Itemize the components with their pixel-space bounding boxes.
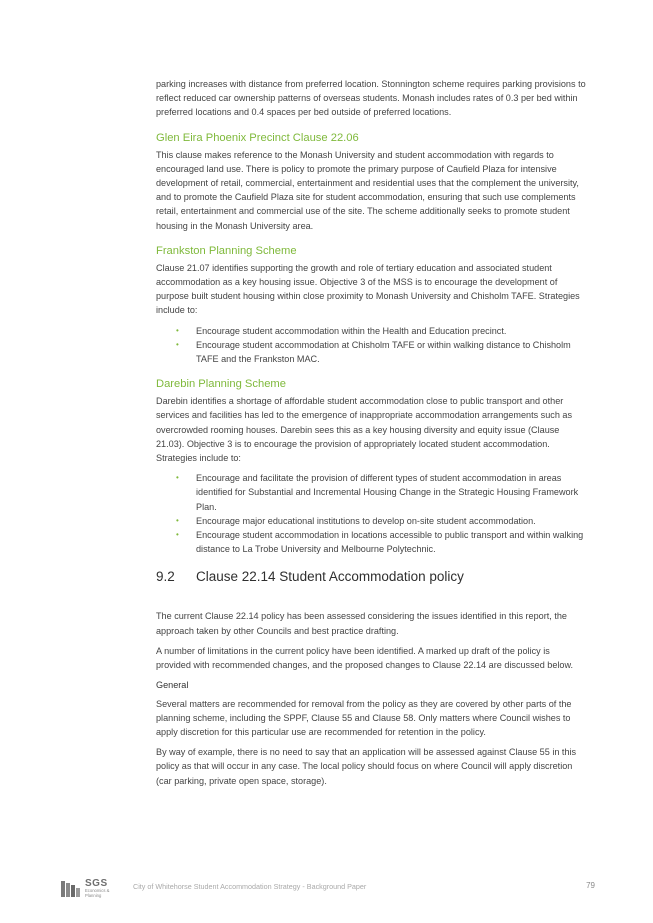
list-item: • Encourage student accommodation at Chisholm TAFE or within walking distance to Chisholm TAFE and the Frankston MAC. [176,339,571,365]
footer-title: City of Whitehorse Student Accommodation Strategy - Background Paper [133,882,367,891]
glen-eira-section [156,131,586,233]
bullet-icon: • [176,473,179,483]
darebin-heading: Darebin Planning Scheme [156,378,286,391]
frankston-section [156,244,586,366]
section-paragraph-1: The current Clause 22.14 policy has been assessed considering the issues identified in this report, the approach taken by other Councils and best practice drafting. [156,611,567,636]
glen-eira-paragraph: This clause makes reference to the Monash University and student accommodation with regards to encouraged land use. There is policy to promote the primary purpose of Caufield Plaza for intensive development of retail, commercial, entertainment and residential uses that the complement the university, and to promote the Caufield Plaza site for student accommodation, ensuring that such use complements retail, entertainment and commercial use of the site. The scheme additionally seeks to promote student housing in the Monash University area. [156,149,579,231]
logo-text: SGS [85,878,108,889]
page-number: 79 [586,881,595,890]
page-footer [0,873,653,903]
bullet-icon: • [176,515,179,525]
general-subheading: General [156,680,189,691]
section-title: Clause 22.14 Student Accommodation policy [196,569,464,585]
section-paragraph-2: A number of limitations in the current policy have been identified. A marked up draft of the policy is provided with recommended changes, and the proposed changes to Clause 22.14 are discussed below. [156,645,574,671]
section-number: 9.2 [156,569,175,585]
list-item: • Encourage and facilitate the provision of different types of student accommodation in areas identified for Substantial and Incremental Housing Change in the Strategic Housing Framework Plan. [176,473,579,512]
sgs-logo-icon [60,879,82,899]
section-paragraph-3: Several matters are recommended for removal from the policy as they are covered by other parts of the planning scheme, including the SPPF, Clause 55 and Clause 58. Only matters where Council wishes to apply discretion for this particular use are recommended for retention in the policy. [156,698,572,737]
section-body [156,609,586,787]
logo-subtext: Economics & Planning [85,888,110,898]
bullet-icon: • [176,339,179,349]
list-item: • Encourage student accommodation in locations accessible to public transport and within walking distance to La Trobe University and Melbourne Polytechnic. [176,530,584,555]
page-content [156,77,586,788]
darebin-paragraph: Darebin identifies a shortage of affordable student accommodation close to public transport and other services and facilities has led to the emergence of inappropriate accommodation arrangements such as overcrowded rooming houses. Darebin sees this as a key housing diversity and equity issue (Clause 21.03). Objective 3 is to encourage the provision of appropriately located student accommodation. Strategies include to: [156,396,573,464]
bullet-icon: • [176,325,179,335]
frankston-bullet-list [156,324,586,367]
bullet-icon: • [176,530,179,540]
frankston-paragraph: Clause 21.07 identifies supporting the growth and role of tertiary education and associated student accommodation as a key housing issue. Objective 3 of the MSS is to encourage the development of purpose built student housing within close proximity to Monash University and Chisholm TAFE. Strategies include to: [156,262,580,316]
list-item: • Encourage major educational institutions to develop on-site student accommodation. [196,514,586,528]
frankston-heading: Frankston Planning Scheme [156,244,297,257]
list-item: • Encourage student accommodation within the Health and Education precinct. [196,324,586,338]
section-heading [156,568,586,586]
darebin-bullet-list [156,471,586,556]
intro-paragraph: parking increases with distance from preferred location. Stonnington scheme requires parking provisions to reflect reduced car ownership patterns of overseas students. Monash includes rates of 0.3 per bed within preferred locations and 0.4 spaces per bed outside of preferred locations. [156,79,586,118]
glen-eira-heading: Glen Eira Phoenix Precinct Clause 22.06 [156,131,359,144]
darebin-section [156,377,586,556]
section-paragraph-4: By way of example, there is no need to say that an application will be assessed against Clause 55 in this policy as that will occur in any case. The local policy should focus on where Council will apply discretion (car parking, private open space, storage). [156,747,577,786]
sgs-logo [60,878,114,900]
